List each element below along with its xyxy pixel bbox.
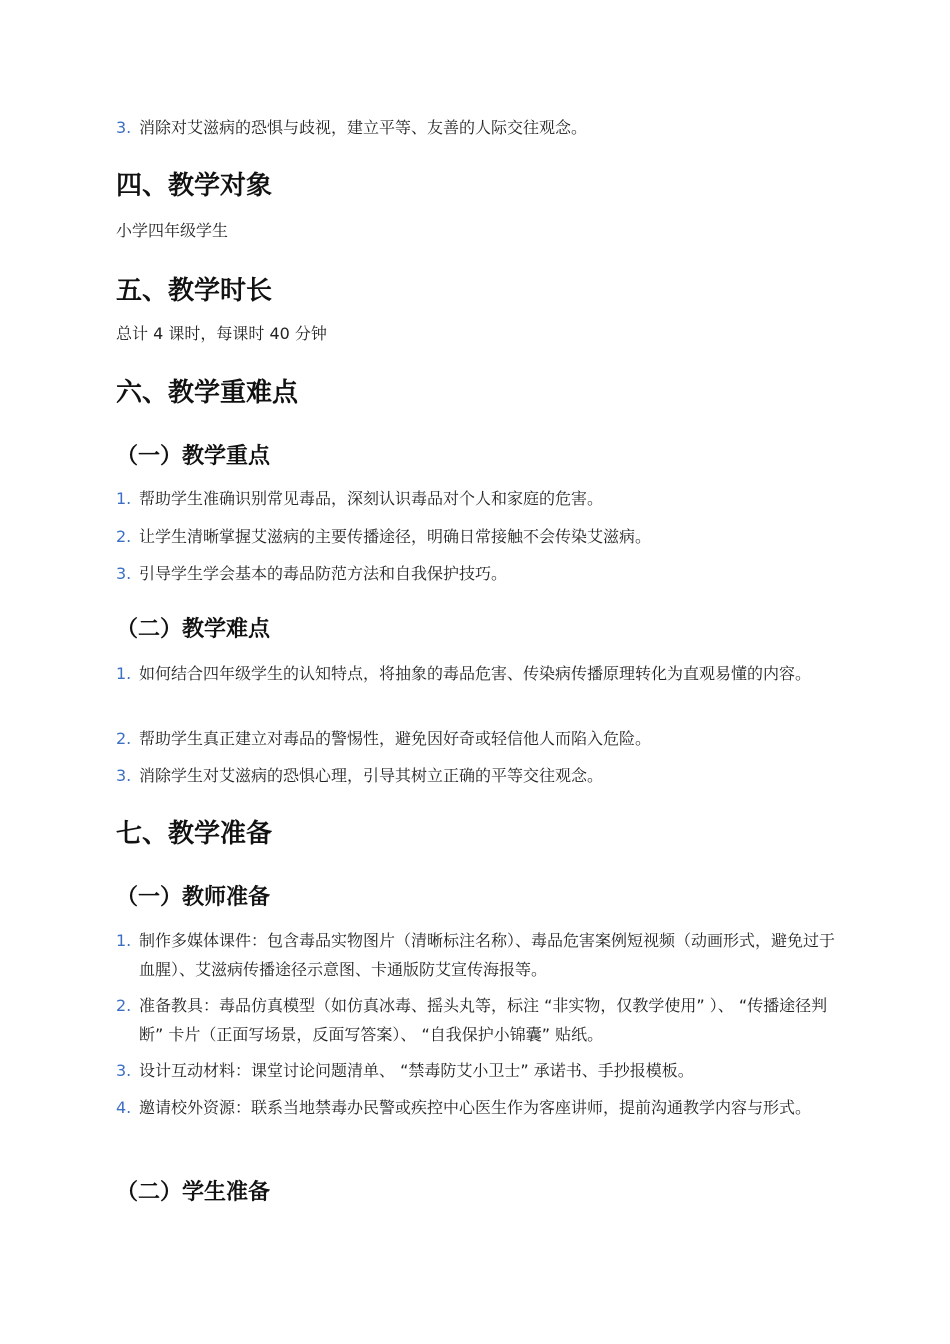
list-number: 1.: [116, 664, 132, 683]
list-text: 引导学生学会基本的毒品防范方法和自我保护技巧。: [139, 564, 508, 583]
section-body-4: 小学四年级学生: [116, 221, 229, 240]
list-number: 2.: [116, 527, 132, 546]
list-text: 准备教具：毒品仿真模型（如仿真冰毒、摇头丸等，标注 “非实物，仅教学使用” ）、 “传播途径判断” 卡片（正面写场景，反面写答案）、 “自我保护小锦囊” 贴纸。: [139, 996, 828, 1044]
subsection-heading-6-1: （一）教学重点: [116, 444, 271, 469]
list-item: [116, 991, 846, 1049]
list-text: 邀请校外资源：联系当地禁毒办民警或疾控中心医生作为客座讲师，提前沟通教学内容与形式。: [139, 1098, 812, 1117]
list-text: 消除学生对艾滋病的恐惧心理，引导其树立正确的平等交往观念。: [139, 766, 604, 785]
list-item: [116, 724, 846, 753]
subsection-heading-6-2: （二）教学难点: [116, 617, 271, 642]
list-number: 1.: [116, 489, 132, 508]
list-item: [116, 926, 846, 984]
list-number: 3.: [116, 564, 132, 583]
subsection-heading-7-1: （一）教师准备: [116, 885, 271, 910]
list-number: 4.: [116, 1098, 132, 1117]
list-item: [116, 559, 846, 588]
list-text: 如何结合四年级学生的认知特点，将抽象的毒品危害、传染病传播原理转化为直观易懂的内容。: [139, 664, 812, 683]
list-text: 帮助学生准确识别常见毒品，深刻认识毒品对个人和家庭的危害。: [139, 489, 604, 508]
list-text: 消除对艾滋病的恐惧与歧视，建立平等、友善的人际交往观念。: [139, 118, 588, 137]
list-number: 2.: [116, 996, 132, 1015]
list-text: 设计互动材料：课堂讨论问题清单、 “禁毒防艾小卫士” 承诺书、手抄报模板。: [139, 1061, 694, 1080]
list-number: 3.: [116, 1061, 132, 1080]
list-number: 1.: [116, 931, 132, 950]
list-text: 帮助学生真正建立对毒品的警惕性，避免因好奇或轻信他人而陷入危险。: [139, 729, 652, 748]
list-item: [116, 113, 846, 142]
list-number: 3.: [116, 118, 132, 137]
list-item: [116, 1056, 846, 1085]
list-item: [116, 484, 846, 513]
list-item: [116, 659, 846, 688]
list-text: 制作多媒体课件：包含毒品实物图片（清晰标注名称）、毒品危害案例短视频（动画形式，避免过于血腥）、艾滋病传播途径示意图、卡通版防艾宣传海报等。: [139, 931, 836, 979]
section-body-5: 总计 4 课时，每课时 40 分钟: [116, 324, 327, 343]
section-heading-7: 七、教学准备: [116, 819, 273, 849]
list-number: 2.: [116, 729, 132, 748]
list-item: [116, 761, 846, 790]
list-text: 让学生清晰掌握艾滋病的主要传播途径，明确日常接触不会传染艾滋病。: [139, 527, 652, 546]
section-heading-4: 四、教学对象: [116, 171, 273, 201]
section-heading-5: 五、教学时长: [116, 276, 273, 306]
list-item: [116, 522, 846, 551]
section-heading-6: 六、教学重难点: [116, 378, 299, 408]
list-number: 3.: [116, 766, 132, 785]
list-item: [116, 1093, 846, 1122]
subsection-heading-7-2: （二）学生准备: [116, 1180, 271, 1205]
